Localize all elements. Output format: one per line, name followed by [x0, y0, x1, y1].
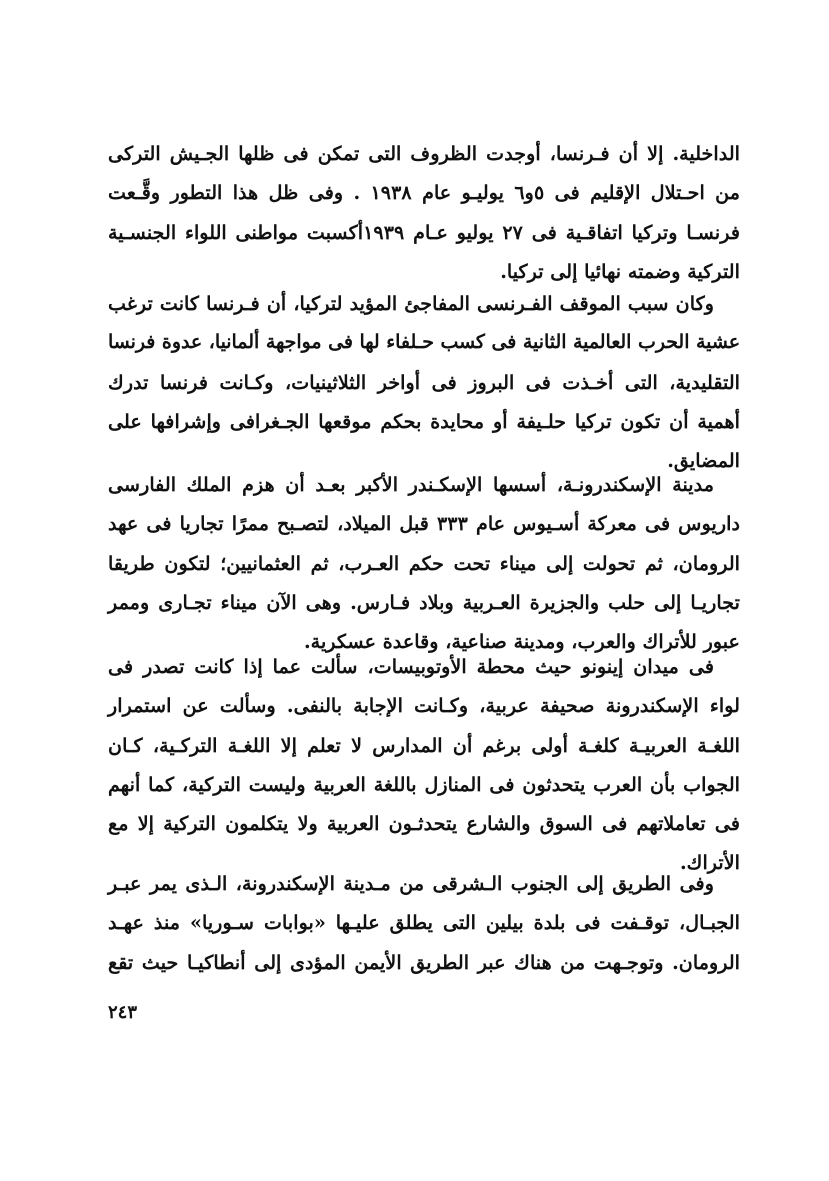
text-line: وكان سبب الموقف الفـرنسى المفاجئ المؤيد لتركيا، أن فـرنسا كانت ترغب	[108, 292, 714, 315]
text-line: الأتراك.	[679, 851, 740, 875]
text-line: الرومان. وتوجـهت من هناك عبر الطريق الأيمن المؤدى إلى أنطاكيـا حيث تقع	[108, 950, 740, 974]
paragraph-3	[108, 465, 740, 661]
text-line: فى ميدان إينونو حيث محطة الأوتوبيسات، سألت عما إذا كانت تصدر فى	[108, 655, 714, 678]
text-line: لواء الإسكندرونة صحيفة عربية، وكـانت الإجابة بالنفى. وسألت عن استمرار	[108, 694, 740, 718]
text-line: التقليدية، التى أخـذت فى البروز فى أواخر الثلاثينيات، وكـانت فرنسا تدرك	[108, 370, 740, 394]
text-line: وفى الطريق إلى الجنوب الـشرقى من مـدينة الإسكندرونة، الـذى يمر عبـر	[108, 872, 714, 895]
text-line: الجبـال، توقـفت فى بلدة بيلين التى يطلق عليـها «بوابات سـوريا» منذ عهـد	[108, 911, 740, 935]
text-line: المضايق.	[667, 449, 740, 473]
text-line: داريوس فى معركة أسـيوس عام ٣٣٣ قبل الميلاد، لتصـبح ممرًا تجاريا فى عهد	[108, 512, 740, 536]
page-number: ٢٤٣	[108, 1002, 138, 1023]
text-line: فى تعاملاتهم فى السوق والشارع يتحدثـون العربية ولا يتكلمون التركية إلا مع	[108, 812, 740, 836]
paragraph-4	[108, 647, 740, 883]
text-line: أهمية أن تكون تركيا حلـيفة أو محايدة بحكم موقعها الجـغرافى وإشرافها على	[108, 409, 740, 433]
text-line: الجواب بأن العرب يتحدثون فى المنازل باللغة العربية وليست التركية، كما أنهم	[108, 772, 740, 796]
text-line: التركية وضمته نهائيا إلى تركيا.	[500, 259, 740, 283]
text-line: تجاريـا إلى حلب والجزيرة العـربية وبلاد فـارس. وهى الآن ميناء تجـارى وممر	[108, 590, 740, 614]
text-line: عبور للأتراك والعرب، ومدينة صناعية، وقاعدة عسكرية.	[303, 630, 740, 654]
text-line: عشية الحرب العالمية الثانية فى كسب حـلفاء لها فى مواجهة ألمانيا، عدوة فرنسا	[108, 331, 740, 354]
text-line: مدينة الإسكندرونـة، أسسها الإسكـندر الأكبر بعـد أن هزم الملك الفارسى	[108, 473, 714, 496]
text-line: الرومان، ثم تحولت إلى ميناء تحت حكم العـرب، ثم العثمانيين؛ لتكون طريقا	[108, 551, 740, 575]
text-line: اللغـة العربيـة كلغـة أولى برغم أن المدارس لا تعلم إلا اللغـة التركـية، كـان	[108, 733, 740, 757]
text-line: فرنسـا وتركيا اتفاقـية فى ٢٧ يوليو عـام ١٩٣٩أكسبت مواطنى اللواء الجنسـية	[108, 220, 741, 244]
paragraph-5	[108, 864, 740, 982]
text-line: الداخلية. إلا أن فـرنسا، أوجدت الظروف التى تمكن فى ظلها الجـيش التركى	[108, 142, 740, 165]
paragraph-2	[108, 284, 740, 480]
text-line: من احـتلال الإقليم فى ٥و٦ يوليـو عام ١٩٣٨ . وفى ظل هذا التطور وقَّـعت	[108, 181, 740, 205]
paragraph-1	[108, 134, 740, 291]
